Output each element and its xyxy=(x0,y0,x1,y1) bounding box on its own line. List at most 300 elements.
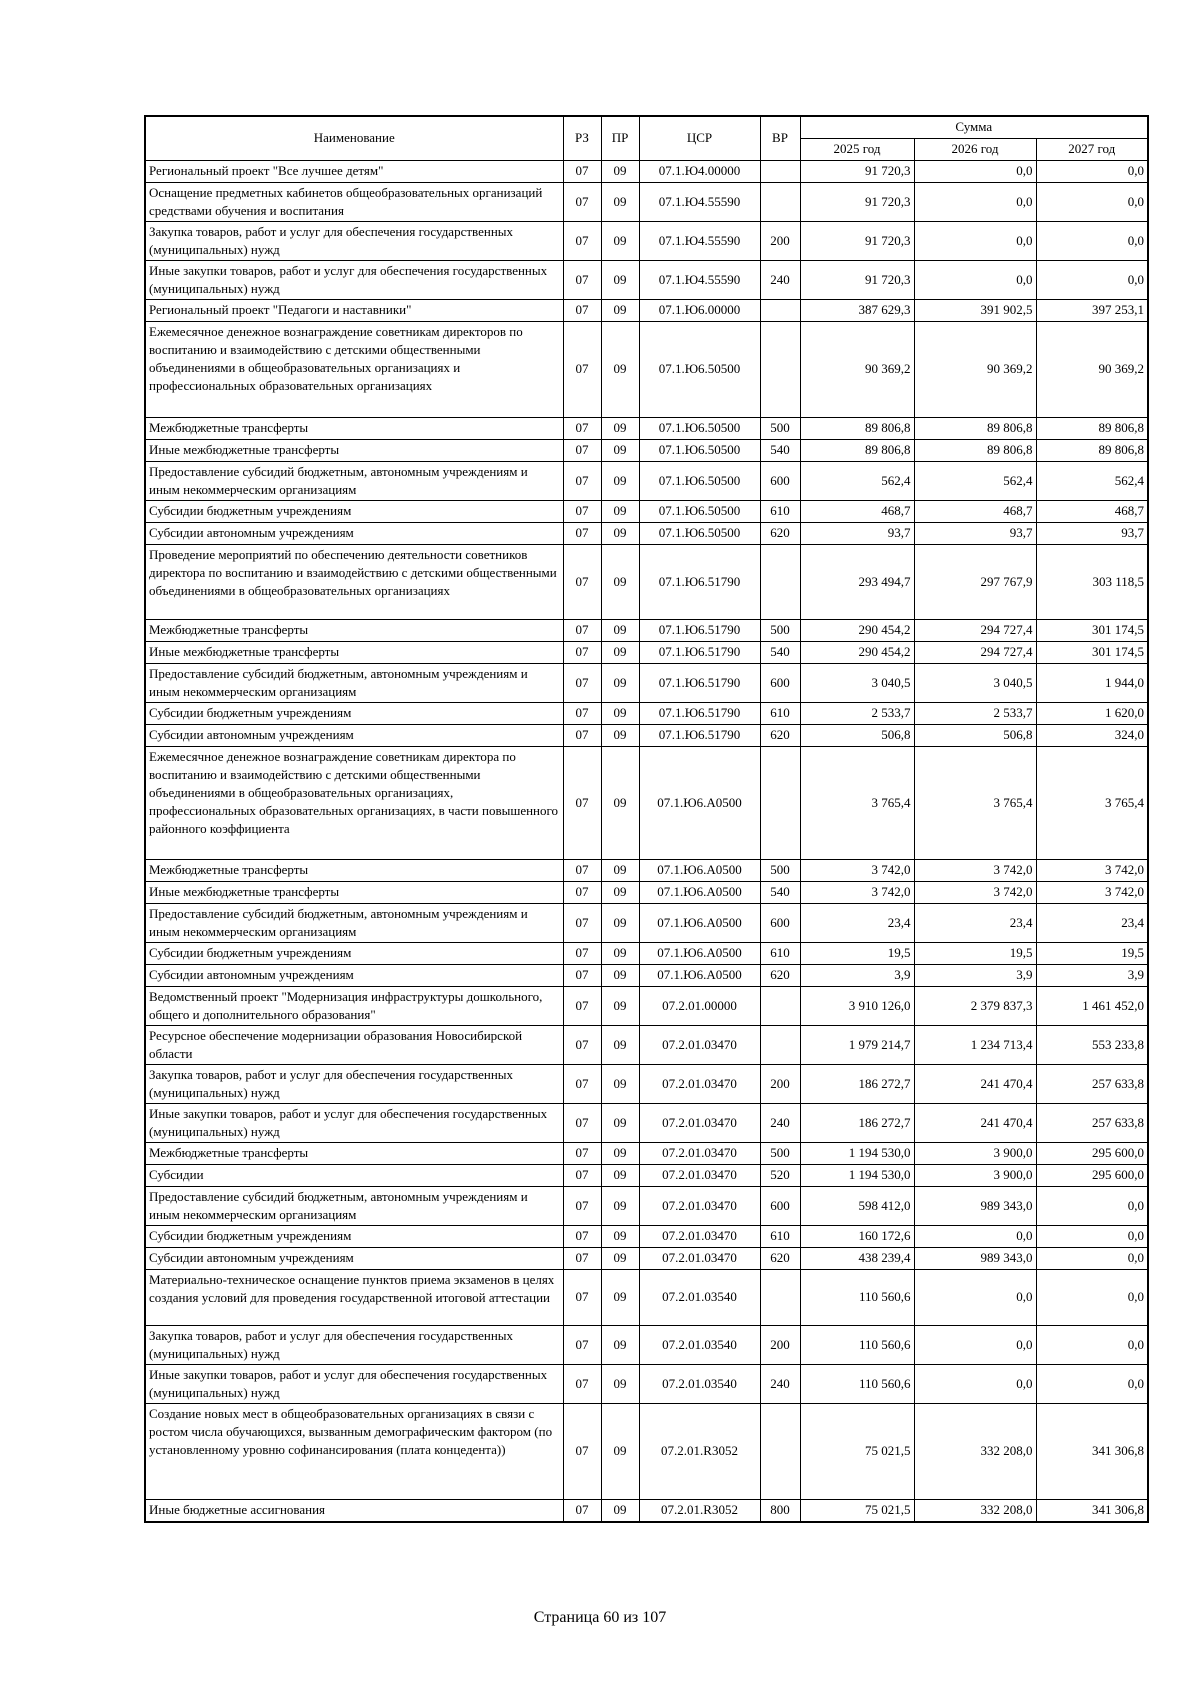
cell-2027: 0,0 xyxy=(1036,1365,1148,1404)
cell-pr: 09 xyxy=(601,523,639,545)
cell-csr: 07.2.01.03540 xyxy=(639,1365,760,1404)
cell-2027: 3 742,0 xyxy=(1036,860,1148,882)
cell-2027: 468,7 xyxy=(1036,501,1148,523)
cell-csr: 07.2.01.03470 xyxy=(639,1065,760,1104)
table-row xyxy=(145,1104,1148,1143)
cell-csr: 07.1.Ю6.А0500 xyxy=(639,904,760,943)
cell-2027: 0,0 xyxy=(1036,1248,1148,1270)
cell-2027: 301 174,5 xyxy=(1036,620,1148,642)
cell-2027: 89 806,8 xyxy=(1036,440,1148,462)
cell-2026: 3,9 xyxy=(914,965,1036,987)
header-2026: 2026 год xyxy=(914,139,1036,161)
cell-2027: 90 369,2 xyxy=(1036,322,1148,418)
cell-rz: 07 xyxy=(563,703,601,725)
cell-2026: 0,0 xyxy=(914,1326,1036,1365)
cell-2027: 1 620,0 xyxy=(1036,703,1148,725)
cell-pr: 09 xyxy=(601,620,639,642)
cell-csr: 07.2.01.03470 xyxy=(639,1248,760,1270)
cell-csr: 07.1.Ю4.55590 xyxy=(639,222,760,261)
cell-rz: 07 xyxy=(563,725,601,747)
table-row xyxy=(145,322,1148,418)
cell-vr: 500 xyxy=(760,620,800,642)
cell-2027: 562,4 xyxy=(1036,462,1148,501)
cell-csr: 07.2.01.03470 xyxy=(639,1165,760,1187)
cell-vr: 610 xyxy=(760,703,800,725)
table-body xyxy=(145,161,1148,1522)
table-row xyxy=(145,418,1148,440)
cell-2026: 23,4 xyxy=(914,904,1036,943)
cell-csr: 07.1.Ю6.51790 xyxy=(639,620,760,642)
cell-vr xyxy=(760,545,800,620)
cell-2025: 91 720,3 xyxy=(800,222,914,261)
cell-2026: 332 208,0 xyxy=(914,1500,1036,1522)
cell-csr: 07.2.01.03470 xyxy=(639,1226,760,1248)
header-vr: ВР xyxy=(760,116,800,161)
cell-2025: 2 533,7 xyxy=(800,703,914,725)
cell-rz: 07 xyxy=(563,1500,601,1522)
table-row xyxy=(145,261,1148,300)
table-row xyxy=(145,545,1148,620)
cell-name: Ежемесячное денежное вознаграждение советникам директоров по воспитанию и взаимодействию с детскими общественными объединениями в общеобразовательных организациях и профессиональных образовательных организациях xyxy=(145,322,563,418)
header-csr: ЦСР xyxy=(639,116,760,161)
cell-pr: 09 xyxy=(601,725,639,747)
cell-name: Субсидии бюджетным учреждениям xyxy=(145,1226,563,1248)
cell-2025: 75 021,5 xyxy=(800,1500,914,1522)
cell-2027: 295 600,0 xyxy=(1036,1143,1148,1165)
table-row xyxy=(145,1404,1148,1500)
cell-pr: 09 xyxy=(601,703,639,725)
table-row xyxy=(145,183,1148,222)
cell-name: Субсидии xyxy=(145,1165,563,1187)
cell-name: Иные межбюджетные трансферты xyxy=(145,440,563,462)
cell-rz: 07 xyxy=(563,222,601,261)
table-row xyxy=(145,747,1148,860)
cell-name: Иные закупки товаров, работ и услуг для обеспечения государственных (муниципальных) нужд xyxy=(145,261,563,300)
budget-sheet xyxy=(144,115,1147,1523)
cell-2026: 241 470,4 xyxy=(914,1065,1036,1104)
cell-csr: 07.1.Ю6.А0500 xyxy=(639,860,760,882)
cell-2026: 391 902,5 xyxy=(914,300,1036,322)
cell-vr xyxy=(760,987,800,1026)
cell-rz: 07 xyxy=(563,462,601,501)
cell-pr: 09 xyxy=(601,1248,639,1270)
cell-csr: 07.1.Ю4.55590 xyxy=(639,261,760,300)
cell-2026: 3 765,4 xyxy=(914,747,1036,860)
cell-rz: 07 xyxy=(563,1270,601,1326)
cell-vr xyxy=(760,322,800,418)
cell-pr: 09 xyxy=(601,222,639,261)
cell-2025: 562,4 xyxy=(800,462,914,501)
cell-2027: 324,0 xyxy=(1036,725,1148,747)
cell-name: Иные закупки товаров, работ и услуг для обеспечения государственных (муниципальных) нужд xyxy=(145,1104,563,1143)
cell-vr xyxy=(760,1404,800,1500)
cell-pr: 09 xyxy=(601,747,639,860)
cell-2026: 0,0 xyxy=(914,261,1036,300)
cell-vr: 600 xyxy=(760,462,800,501)
cell-2026: 294 727,4 xyxy=(914,642,1036,664)
cell-csr: 07.2.01.03540 xyxy=(639,1270,760,1326)
table-row xyxy=(145,462,1148,501)
cell-vr: 610 xyxy=(760,1226,800,1248)
cell-vr: 200 xyxy=(760,1326,800,1365)
cell-rz: 07 xyxy=(563,261,601,300)
table-row xyxy=(145,300,1148,322)
cell-pr: 09 xyxy=(601,183,639,222)
cell-rz: 07 xyxy=(563,1248,601,1270)
cell-csr: 07.1.Ю6.00000 xyxy=(639,300,760,322)
cell-pr: 09 xyxy=(601,501,639,523)
cell-csr: 07.1.Ю6.А0500 xyxy=(639,943,760,965)
cell-vr: 610 xyxy=(760,943,800,965)
cell-csr: 07.2.01.03540 xyxy=(639,1326,760,1365)
table-row xyxy=(145,1143,1148,1165)
cell-2025: 468,7 xyxy=(800,501,914,523)
cell-2026: 89 806,8 xyxy=(914,418,1036,440)
budget-table xyxy=(144,115,1149,1523)
table-row xyxy=(145,1500,1148,1522)
cell-rz: 07 xyxy=(563,322,601,418)
cell-2025: 91 720,3 xyxy=(800,161,914,183)
cell-2025: 438 239,4 xyxy=(800,1248,914,1270)
cell-2027: 553 233,8 xyxy=(1036,1026,1148,1065)
cell-vr: 620 xyxy=(760,725,800,747)
cell-name: Субсидии автономным учреждениям xyxy=(145,1248,563,1270)
table-row xyxy=(145,987,1148,1026)
cell-pr: 09 xyxy=(601,1326,639,1365)
cell-vr xyxy=(760,747,800,860)
cell-2027: 0,0 xyxy=(1036,1270,1148,1326)
cell-2025: 110 560,6 xyxy=(800,1326,914,1365)
cell-2027: 257 633,8 xyxy=(1036,1065,1148,1104)
cell-rz: 07 xyxy=(563,860,601,882)
cell-pr: 09 xyxy=(601,965,639,987)
table-row xyxy=(145,1226,1148,1248)
header-pr: ПР xyxy=(601,116,639,161)
table-row xyxy=(145,882,1148,904)
cell-2025: 93,7 xyxy=(800,523,914,545)
cell-2025: 3 765,4 xyxy=(800,747,914,860)
cell-2027: 303 118,5 xyxy=(1036,545,1148,620)
cell-rz: 07 xyxy=(563,943,601,965)
cell-2026: 0,0 xyxy=(914,183,1036,222)
cell-csr: 07.2.01.03470 xyxy=(639,1187,760,1226)
cell-name: Закупка товаров, работ и услуг для обеспечения государственных (муниципальных) нужд xyxy=(145,222,563,261)
cell-name: Ресурсное обеспечение модернизации образования Новосибирской области xyxy=(145,1026,563,1065)
cell-pr: 09 xyxy=(601,1226,639,1248)
cell-pr: 09 xyxy=(601,1270,639,1326)
cell-name: Ведомственный проект "Модернизация инфраструктуры дошкольного, общего и дополнительного образования" xyxy=(145,987,563,1026)
cell-name: Субсидии автономным учреждениям xyxy=(145,523,563,545)
cell-2025: 91 720,3 xyxy=(800,261,914,300)
cell-pr: 09 xyxy=(601,462,639,501)
header-name: Наименование xyxy=(145,116,563,161)
table-row xyxy=(145,222,1148,261)
cell-2026: 1 234 713,4 xyxy=(914,1026,1036,1065)
cell-name: Субсидии бюджетным учреждениям xyxy=(145,501,563,523)
cell-2027: 1 461 452,0 xyxy=(1036,987,1148,1026)
cell-2025: 1 194 530,0 xyxy=(800,1165,914,1187)
cell-2027: 19,5 xyxy=(1036,943,1148,965)
cell-2027: 0,0 xyxy=(1036,1326,1148,1365)
cell-name: Региональный проект "Педагоги и наставники" xyxy=(145,300,563,322)
cell-csr: 07.2.01.00000 xyxy=(639,987,760,1026)
cell-csr: 07.1.Ю6.А0500 xyxy=(639,965,760,987)
cell-2026: 3 742,0 xyxy=(914,882,1036,904)
cell-2027: 341 306,8 xyxy=(1036,1404,1148,1500)
table-row xyxy=(145,904,1148,943)
cell-vr xyxy=(760,161,800,183)
cell-2025: 598 412,0 xyxy=(800,1187,914,1226)
cell-pr: 09 xyxy=(601,1165,639,1187)
cell-2025: 89 806,8 xyxy=(800,440,914,462)
cell-csr: 07.1.Ю6.50500 xyxy=(639,322,760,418)
cell-rz: 07 xyxy=(563,1165,601,1187)
cell-2025: 1 979 214,7 xyxy=(800,1026,914,1065)
cell-csr: 07.2.01.03470 xyxy=(639,1143,760,1165)
cell-2026: 294 727,4 xyxy=(914,620,1036,642)
cell-name: Межбюджетные трансферты xyxy=(145,860,563,882)
cell-name: Субсидии автономным учреждениям xyxy=(145,725,563,747)
cell-2025: 3 910 126,0 xyxy=(800,987,914,1026)
cell-rz: 07 xyxy=(563,1365,601,1404)
cell-rz: 07 xyxy=(563,1326,601,1365)
cell-vr xyxy=(760,300,800,322)
cell-pr: 09 xyxy=(601,1187,639,1226)
cell-2027: 397 253,1 xyxy=(1036,300,1148,322)
cell-csr: 07.1.Ю4.55590 xyxy=(639,183,760,222)
cell-name: Субсидии бюджетным учреждениям xyxy=(145,703,563,725)
cell-vr: 600 xyxy=(760,1187,800,1226)
cell-pr: 09 xyxy=(601,987,639,1026)
cell-pr: 09 xyxy=(601,1026,639,1065)
table-row xyxy=(145,1326,1148,1365)
cell-2027: 23,4 xyxy=(1036,904,1148,943)
cell-rz: 07 xyxy=(563,1187,601,1226)
cell-rz: 07 xyxy=(563,987,601,1026)
cell-2026: 3 040,5 xyxy=(914,664,1036,703)
cell-2025: 3 742,0 xyxy=(800,860,914,882)
table-row xyxy=(145,1165,1148,1187)
cell-2025: 19,5 xyxy=(800,943,914,965)
cell-name: Проведение мероприятий по обеспечению деятельности советников директора по воспитанию и взаимодействию с детскими общественными объединениями в общеобразовательных организациях xyxy=(145,545,563,620)
cell-csr: 07.1.Ю6.51790 xyxy=(639,642,760,664)
cell-2025: 387 629,3 xyxy=(800,300,914,322)
cell-2027: 0,0 xyxy=(1036,222,1148,261)
cell-2025: 3,9 xyxy=(800,965,914,987)
cell-2027: 0,0 xyxy=(1036,261,1148,300)
cell-name: Иные межбюджетные трансферты xyxy=(145,882,563,904)
cell-2027: 0,0 xyxy=(1036,1226,1148,1248)
table-row xyxy=(145,664,1148,703)
cell-vr: 610 xyxy=(760,501,800,523)
table-row xyxy=(145,161,1148,183)
cell-pr: 09 xyxy=(601,161,639,183)
table-row xyxy=(145,620,1148,642)
cell-name: Межбюджетные трансферты xyxy=(145,1143,563,1165)
cell-vr: 600 xyxy=(760,904,800,943)
cell-2026: 297 767,9 xyxy=(914,545,1036,620)
cell-vr: 520 xyxy=(760,1165,800,1187)
cell-pr: 09 xyxy=(601,300,639,322)
cell-vr: 200 xyxy=(760,222,800,261)
cell-name: Создание новых мест в общеобразовательных организациях в связи с ростом числа обучающихся, вызванным демографическим фактором (по установленному уровню софинансирования (плата концедента)) xyxy=(145,1404,563,1500)
cell-2026: 19,5 xyxy=(914,943,1036,965)
cell-csr: 07.1.Ю6.51790 xyxy=(639,664,760,703)
cell-2026: 241 470,4 xyxy=(914,1104,1036,1143)
cell-2027: 295 600,0 xyxy=(1036,1165,1148,1187)
table-row xyxy=(145,943,1148,965)
table-header xyxy=(145,116,1148,161)
cell-2026: 3 900,0 xyxy=(914,1165,1036,1187)
table-row xyxy=(145,725,1148,747)
cell-rz: 07 xyxy=(563,1143,601,1165)
cell-rz: 07 xyxy=(563,747,601,860)
cell-vr: 500 xyxy=(760,418,800,440)
cell-name: Предоставление субсидий бюджетным, автономным учреждениям и иным некоммерческим организациям xyxy=(145,904,563,943)
cell-2026: 332 208,0 xyxy=(914,1404,1036,1500)
cell-name: Иные межбюджетные трансферты xyxy=(145,642,563,664)
cell-csr: 07.2.01.03470 xyxy=(639,1104,760,1143)
cell-pr: 09 xyxy=(601,545,639,620)
table-row xyxy=(145,860,1148,882)
cell-2025: 290 454,2 xyxy=(800,620,914,642)
cell-rz: 07 xyxy=(563,501,601,523)
cell-vr: 800 xyxy=(760,1500,800,1522)
cell-2025: 290 454,2 xyxy=(800,642,914,664)
cell-pr: 09 xyxy=(601,418,639,440)
cell-rz: 07 xyxy=(563,664,601,703)
cell-2026: 3 900,0 xyxy=(914,1143,1036,1165)
header-2025: 2025 год xyxy=(800,139,914,161)
cell-csr: 07.1.Ю6.51790 xyxy=(639,725,760,747)
cell-2026: 93,7 xyxy=(914,523,1036,545)
cell-rz: 07 xyxy=(563,418,601,440)
cell-2026: 0,0 xyxy=(914,1270,1036,1326)
cell-2027: 3 765,4 xyxy=(1036,747,1148,860)
cell-2025: 23,4 xyxy=(800,904,914,943)
cell-pr: 09 xyxy=(601,1365,639,1404)
cell-2026: 0,0 xyxy=(914,1226,1036,1248)
cell-rz: 07 xyxy=(563,183,601,222)
cell-2025: 110 560,6 xyxy=(800,1365,914,1404)
cell-2027: 93,7 xyxy=(1036,523,1148,545)
cell-csr: 07.1.Ю6.50500 xyxy=(639,501,760,523)
cell-2027: 1 944,0 xyxy=(1036,664,1148,703)
cell-2026: 562,4 xyxy=(914,462,1036,501)
cell-vr: 620 xyxy=(760,523,800,545)
cell-2025: 90 369,2 xyxy=(800,322,914,418)
table-row xyxy=(145,642,1148,664)
table-row xyxy=(145,501,1148,523)
cell-pr: 09 xyxy=(601,882,639,904)
table-row xyxy=(145,1270,1148,1326)
cell-name: Ежемесячное денежное вознаграждение советникам директора по воспитанию и взаимодействию с детскими общественными объединениями в общеобразовательных организациях, профессиональных образовательных организациях, в части повышенного районного коэффициента xyxy=(145,747,563,860)
cell-pr: 09 xyxy=(601,322,639,418)
cell-2025: 186 272,7 xyxy=(800,1065,914,1104)
cell-2026: 0,0 xyxy=(914,161,1036,183)
cell-name: Оснащение предметных кабинетов общеобразовательных организаций средствами обучения и воспитания xyxy=(145,183,563,222)
cell-name: Субсидии автономным учреждениям xyxy=(145,965,563,987)
cell-2027: 0,0 xyxy=(1036,183,1148,222)
cell-vr xyxy=(760,1026,800,1065)
cell-2027: 89 806,8 xyxy=(1036,418,1148,440)
cell-rz: 07 xyxy=(563,545,601,620)
cell-2025: 89 806,8 xyxy=(800,418,914,440)
cell-csr: 07.2.01.R3052 xyxy=(639,1500,760,1522)
cell-pr: 09 xyxy=(601,943,639,965)
cell-csr: 07.1.Ю6.А0500 xyxy=(639,882,760,904)
cell-rz: 07 xyxy=(563,1026,601,1065)
cell-vr: 200 xyxy=(760,1065,800,1104)
table-row xyxy=(145,440,1148,462)
cell-name: Предоставление субсидий бюджетным, автономным учреждениям и иным некоммерческим организациям xyxy=(145,462,563,501)
cell-rz: 07 xyxy=(563,882,601,904)
cell-name: Межбюджетные трансферты xyxy=(145,418,563,440)
cell-2025: 3 742,0 xyxy=(800,882,914,904)
cell-rz: 07 xyxy=(563,161,601,183)
cell-vr: 240 xyxy=(760,1104,800,1143)
cell-2025: 506,8 xyxy=(800,725,914,747)
cell-pr: 09 xyxy=(601,1500,639,1522)
cell-name: Закупка товаров, работ и услуг для обеспечения государственных (муниципальных) нужд xyxy=(145,1065,563,1104)
table-row xyxy=(145,1187,1148,1226)
cell-2026: 2 533,7 xyxy=(914,703,1036,725)
cell-2025: 91 720,3 xyxy=(800,183,914,222)
cell-csr: 07.1.Ю6.50500 xyxy=(639,418,760,440)
table-row xyxy=(145,523,1148,545)
cell-rz: 07 xyxy=(563,1065,601,1104)
cell-vr: 620 xyxy=(760,1248,800,1270)
cell-rz: 07 xyxy=(563,620,601,642)
cell-name: Закупка товаров, работ и услуг для обеспечения государственных (муниципальных) нужд xyxy=(145,1326,563,1365)
cell-2026: 90 369,2 xyxy=(914,322,1036,418)
cell-rz: 07 xyxy=(563,300,601,322)
cell-rz: 07 xyxy=(563,904,601,943)
cell-2026: 3 742,0 xyxy=(914,860,1036,882)
cell-2025: 75 021,5 xyxy=(800,1404,914,1500)
cell-name: Иные бюджетные ассигнования xyxy=(145,1500,563,1522)
cell-csr: 07.1.Ю6.51790 xyxy=(639,703,760,725)
cell-vr: 620 xyxy=(760,965,800,987)
cell-2025: 3 040,5 xyxy=(800,664,914,703)
cell-2025: 1 194 530,0 xyxy=(800,1143,914,1165)
cell-csr: 07.1.Ю4.00000 xyxy=(639,161,760,183)
cell-vr: 540 xyxy=(760,642,800,664)
cell-name: Предоставление субсидий бюджетным, автономным учреждениям и иным некоммерческим организациям xyxy=(145,1187,563,1226)
cell-2026: 989 343,0 xyxy=(914,1248,1036,1270)
cell-pr: 09 xyxy=(601,440,639,462)
cell-csr: 07.2.01.R3052 xyxy=(639,1404,760,1500)
cell-name: Иные закупки товаров, работ и услуг для обеспечения государственных (муниципальных) нужд xyxy=(145,1365,563,1404)
cell-pr: 09 xyxy=(601,642,639,664)
cell-name: Материально-техническое оснащение пунктов приема экзаменов в целях создания условий для проведения государственной итоговой аттестации xyxy=(145,1270,563,1326)
cell-2026: 989 343,0 xyxy=(914,1187,1036,1226)
cell-pr: 09 xyxy=(601,1104,639,1143)
cell-pr: 09 xyxy=(601,261,639,300)
cell-2027: 341 306,8 xyxy=(1036,1500,1148,1522)
cell-2027: 257 633,8 xyxy=(1036,1104,1148,1143)
table-row xyxy=(145,703,1148,725)
cell-vr: 600 xyxy=(760,664,800,703)
cell-2027: 0,0 xyxy=(1036,1187,1148,1226)
cell-vr: 500 xyxy=(760,1143,800,1165)
cell-pr: 09 xyxy=(601,1404,639,1500)
header-sum: Сумма xyxy=(800,116,1148,139)
cell-name: Предоставление субсидий бюджетным, автономным учреждениям и иным некоммерческим организациям xyxy=(145,664,563,703)
cell-rz: 07 xyxy=(563,1104,601,1143)
table-row xyxy=(145,1365,1148,1404)
cell-csr: 07.1.Ю6.51790 xyxy=(639,545,760,620)
